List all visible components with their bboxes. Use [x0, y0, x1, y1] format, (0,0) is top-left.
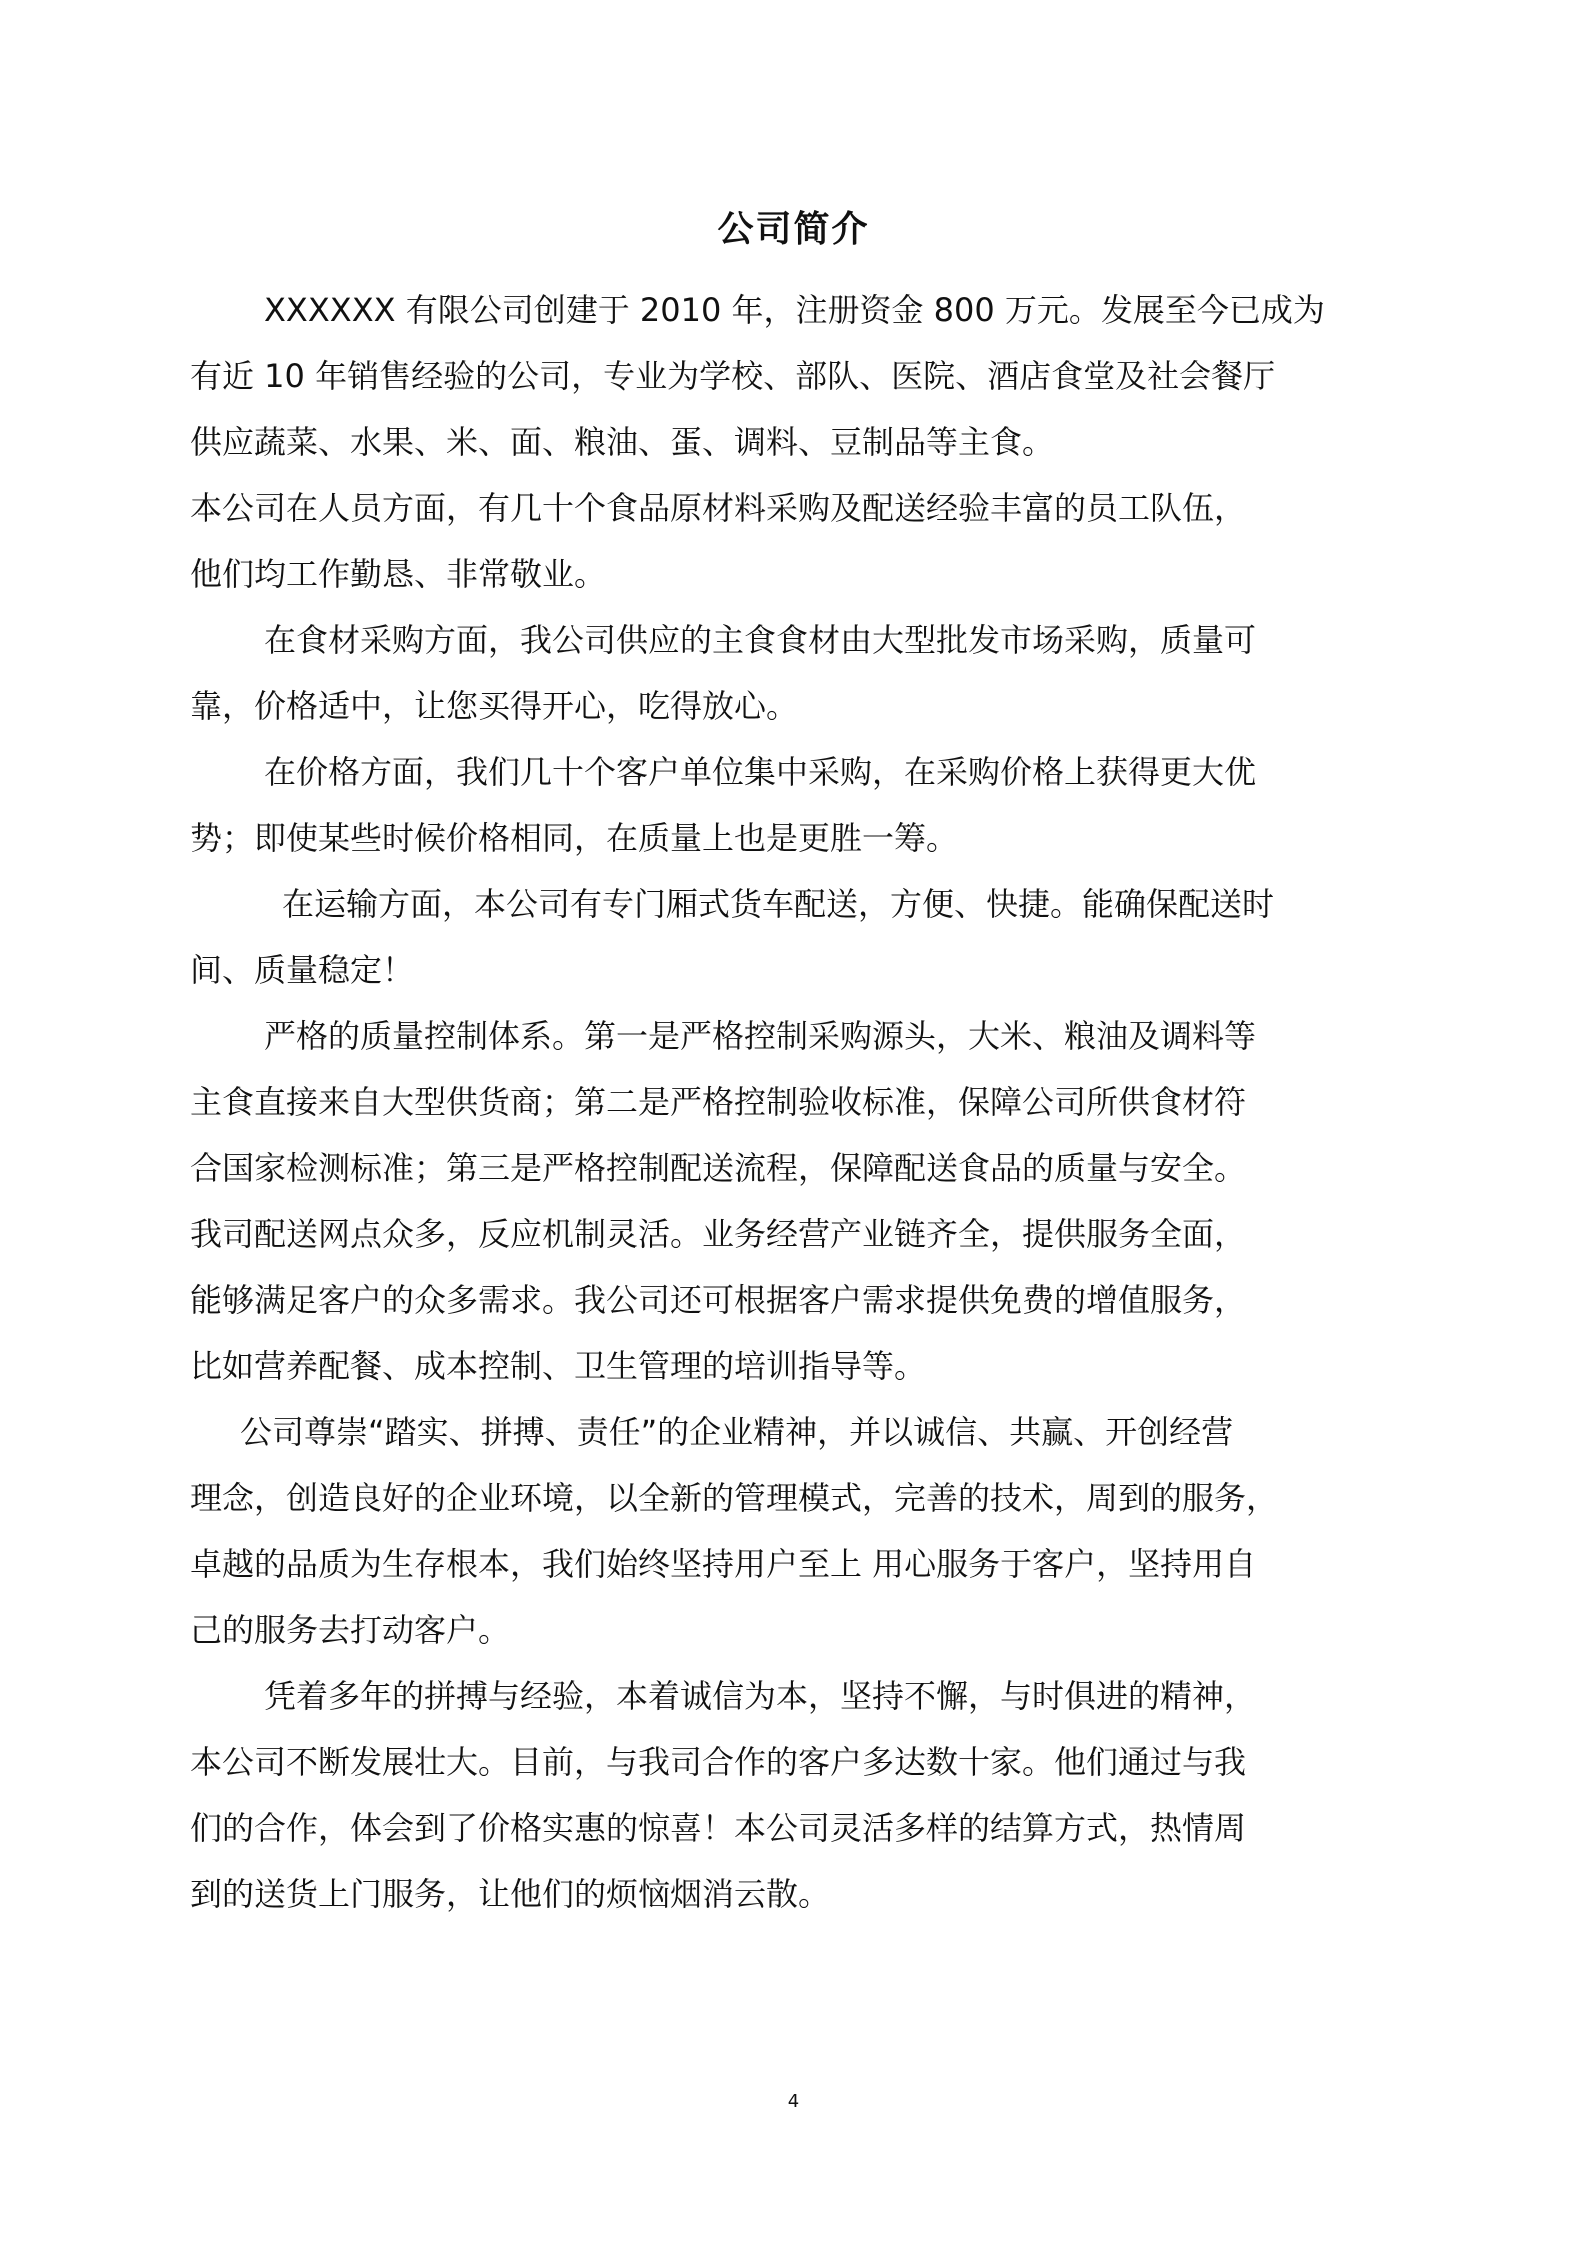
text-line: XXXXXX 有限公司创建于 2010 年，注册资金 800 万元。发展至今已成为	[264, 291, 1325, 329]
text-line: 卓越的品质为生存根本，我们始终坚持用户至上 用心服务于客户，坚持用自	[190, 1545, 1257, 1583]
text-line: 本公司在人员方面，有几十个食品原材料采购及配送经验丰富的员工队伍，	[190, 489, 1247, 527]
text-line: 他们均工作勤恳、非常敬业。	[190, 555, 607, 593]
text-line: 有近 10 年销售经验的公司，专业为学校、部队、医院、酒店食堂及社会餐厅	[190, 357, 1276, 395]
text-line: 在价格方面，我们几十个客户单位集中采购，在采购价格上获得更大优	[264, 753, 1257, 791]
text-line: 理念，创造良好的企业环境，以全新的管理模式，完善的技术，周到的服务，	[190, 1479, 1279, 1517]
body-text	[190, 277, 1440, 1927]
text-line: 严格的质量控制体系。第一是严格控制采购源头，大米、粮油及调料等	[264, 1017, 1257, 1055]
text-line: 本公司不断发展壮大。目前，与我司合作的客户多达数十家。他们通过与我	[190, 1743, 1247, 1781]
text-line: 公司尊崇“踏实、拼搏、责任”的企业精神，并以诚信、共赢、开创经营	[240, 1413, 1234, 1451]
text-line: 们的合作，体会到了价格实惠的惊喜！本公司灵活多样的结算方式，热情周	[190, 1809, 1247, 1847]
text-line: 到的送货上门服务，让他们的烦恼烟消云散。	[190, 1875, 831, 1913]
text-line: 比如营养配餐、成本控制、卫生管理的培训指导等。	[190, 1347, 927, 1385]
text-line: 合国家检测标准；第三是严格控制配送流程，保障配送食品的质量与安全。	[190, 1149, 1247, 1187]
page-title: 公司简介	[717, 209, 870, 250]
page-number: 4	[787, 2091, 800, 2112]
text-line: 间、质量稳定！	[190, 951, 415, 989]
text-line: 在运输方面，本公司有专门厢式货车配送，方便、快捷。能确保配送时	[282, 885, 1275, 923]
text-line: 供应蔬菜、水果、米、面、粮油、蛋、调料、豆制品等主食。	[190, 423, 1055, 461]
text-line: 己的服务去打动客户。	[190, 1611, 511, 1649]
text-line: 势；即使某些时候价格相同，在质量上也是更胜一筹。	[190, 819, 959, 857]
text-line: 主食直接来自大型供货商；第二是严格控制验收标准，保障公司所供食材符	[190, 1083, 1247, 1121]
text-line: 凭着多年的拼搏与经验，本着诚信为本，坚持不懈，与时俱进的精神，	[264, 1677, 1257, 1715]
text-line: 靠，价格适中，让您买得开心，吃得放心。	[190, 687, 799, 725]
text-line: 能够满足客户的众多需求。我公司还可根据客户需求提供免费的增值服务，	[190, 1281, 1247, 1319]
text-line: 在食材采购方面，我公司供应的主食食材由大型批发市场采购，质量可	[264, 621, 1257, 659]
text-line: 我司配送网点众多，反应机制灵活。业务经营产业链齐全，提供服务全面，	[190, 1215, 1247, 1253]
